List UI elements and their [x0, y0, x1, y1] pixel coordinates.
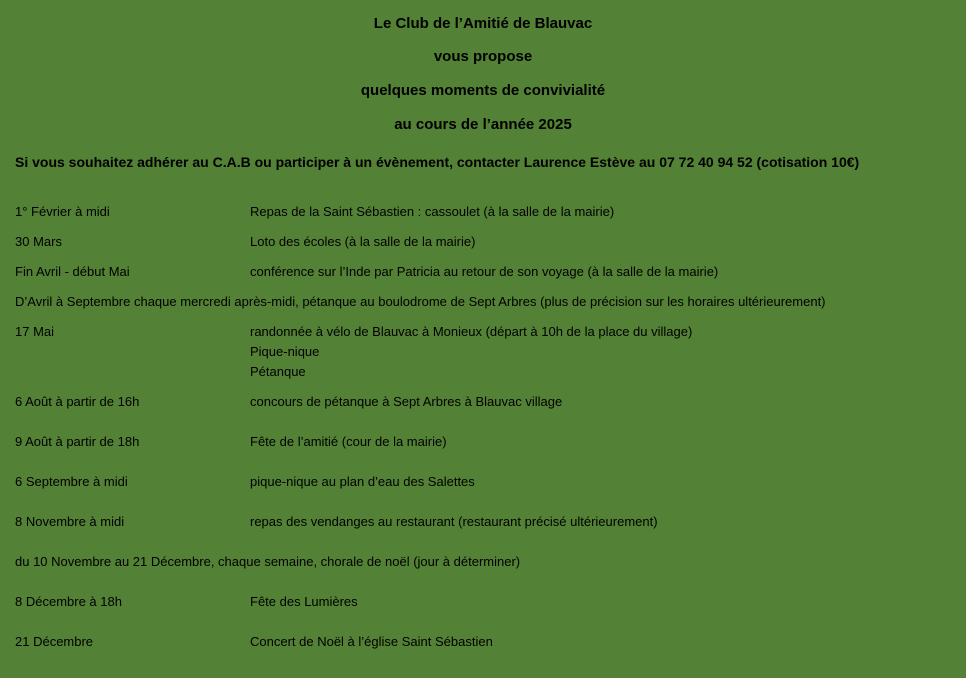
membership-intro: Si vous souhaitez adhérer au C.A.B ou participer à un évènement, contacter Laurence Estève au 07 72 40 94 52 (cotisation 10€) [15, 154, 860, 170]
event-description: Repas de la Saint Sébastien : cassoulet (à la salle de la mairie) [250, 204, 615, 219]
events-list [15, 202, 956, 662]
event-description: Fête des Lumières [250, 594, 358, 609]
event-row [15, 232, 956, 262]
event-description: concours de pétanque à Sept Arbres à Blauvac village [250, 394, 563, 409]
event-description: Loto des écoles (à la salle de la mairie) [250, 234, 476, 249]
event-row [15, 592, 956, 632]
header-line-4: au cours de l’année 2025 [394, 116, 572, 133]
event-description: Concert de Noël à l’église Saint Sébastien [250, 634, 493, 649]
event-row [15, 552, 956, 592]
event-date: 8 Décembre à 18h [15, 594, 122, 609]
event-date: 30 Mars [15, 234, 62, 249]
event-row [15, 292, 956, 322]
event-description: Fête de l’amitié (cour de la mairie) [250, 434, 447, 449]
event-row [15, 202, 956, 232]
event-date: 1° Février à midi [15, 204, 110, 219]
event-description-line: Pique-nique [250, 344, 320, 359]
header-line-2: vous propose [433, 48, 533, 65]
header-line-1: Le Club de l’Amitié de Blauvac [373, 15, 593, 32]
event-row [15, 632, 956, 662]
event-row [15, 392, 956, 432]
event-date: 6 Août à partir de 16h [15, 394, 140, 409]
event-date: 6 Septembre à midi [15, 474, 128, 489]
event-description: conférence sur l’Inde par Patricia au retour de son voyage (à la salle de la mairie) [250, 264, 719, 279]
event-description [250, 322, 692, 382]
event-description: D’Avril à Septembre chaque mercredi après-midi, pétanque au boulodrome de Sept Arbres (plus de précision sur les horaires ultérieurement) [15, 294, 826, 309]
event-description-line: randonnée à vélo de Blauvac à Monieux (départ à 10h de la place du village) [250, 324, 693, 339]
event-row [15, 322, 956, 392]
event-date: 8 Novembre à midi [15, 514, 125, 529]
event-date: Fin Avril - début Mai [15, 264, 130, 279]
header-line-3: quelques moments de convivialité [360, 82, 606, 99]
event-date: 9 Août à partir de 18h [15, 434, 140, 449]
event-description: repas des vendanges au restaurant (restaurant précisé ultérieurement) [250, 514, 658, 529]
event-date: 21 Décembre [15, 634, 94, 649]
document-header [0, 0, 966, 149]
event-description: pique-nique au plan d’eau des Salettes [250, 474, 475, 489]
event-date: 17 Mai [15, 324, 55, 339]
event-description: du 10 Novembre au 21 Décembre, chaque semaine, chorale de noël (jour à déterminer) [15, 554, 521, 569]
event-row [15, 512, 956, 552]
event-description-line: Pétanque [250, 364, 306, 379]
event-row [15, 472, 956, 512]
event-row [15, 262, 956, 292]
event-row [15, 432, 956, 472]
